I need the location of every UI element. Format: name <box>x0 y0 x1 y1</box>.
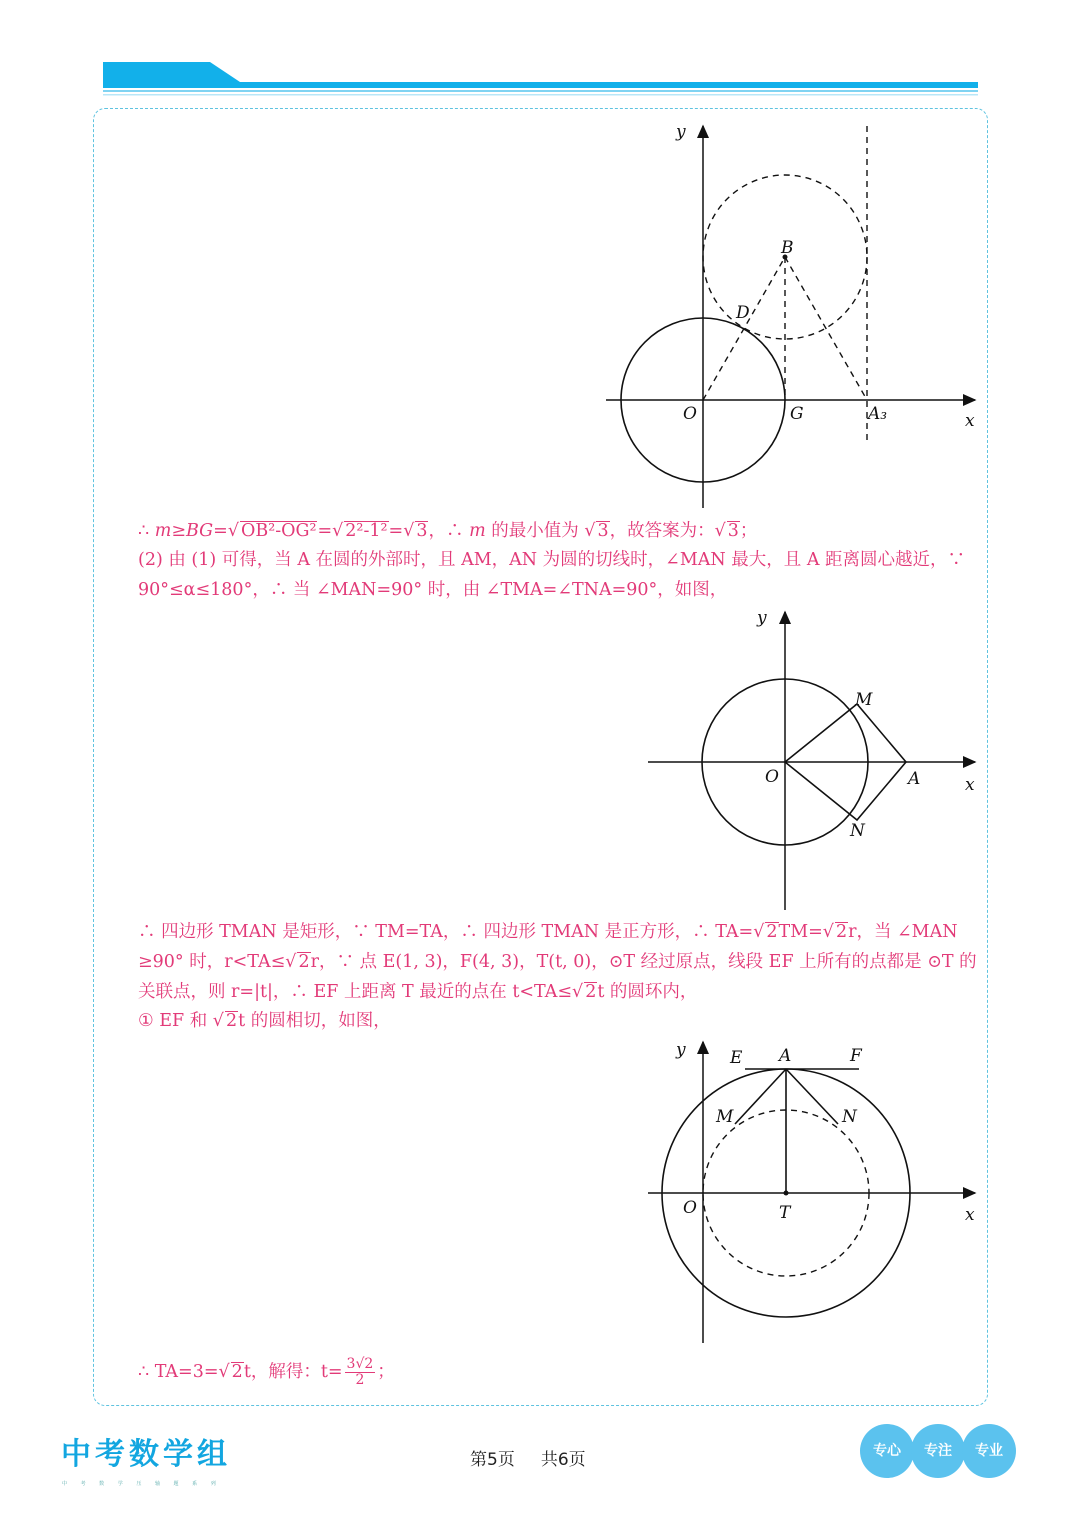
label-M: M <box>716 1107 734 1127</box>
label-N: N <box>850 821 865 841</box>
label-N: N <box>842 1107 857 1127</box>
label-x: x <box>965 411 975 431</box>
label-D: D <box>736 303 750 323</box>
figure-3 <box>640 1035 985 1355</box>
label-O: O <box>765 767 779 787</box>
label-F: F <box>850 1046 862 1066</box>
text-line-2: (2) 由 (1) 可得，当 A 在圆的外部时，且 AM，AN 为圆的切线时，∠MAN 最大，且 A 距离圆心越近，∵ <box>138 550 966 570</box>
text-line-7: ① EF 和 √ 2t 的圆相切，如图， <box>138 1011 391 1031</box>
total-pages: 共6页 <box>540 1450 586 1470</box>
label-y: y <box>676 122 686 142</box>
label-y: y <box>676 1040 686 1060</box>
logo-subtitle: 中 考 数 学 压 轴 题 系 列 <box>62 1481 222 1487</box>
label-A: A <box>779 1046 792 1066</box>
label-G: G <box>790 404 804 424</box>
label-T: T <box>779 1203 791 1223</box>
logo-char-2: 考 <box>95 1437 125 1472</box>
label-x: x <box>965 775 975 795</box>
text-line-1: ∴ m≥BG=√ OB²-OG²=√ 2²-1²=√ 3，∴ m 的最小值为 √ 3，故答案为：√ 3； <box>138 521 758 541</box>
point-T <box>784 1191 789 1196</box>
logo <box>60 1428 230 1492</box>
label-O: O <box>683 404 697 424</box>
figure-2 <box>640 605 985 915</box>
page-number <box>470 1445 630 1470</box>
segment-BA3 <box>785 257 867 400</box>
segment-OB <box>703 257 785 400</box>
badge-3: 专业 <box>962 1424 1016 1478</box>
text-line-3: 90°≤α≤180°，∴ 当 ∠MAN=90° 时，由 ∠TMA=∠TNA=90°，如图， <box>138 580 728 600</box>
label-E: E <box>730 1048 743 1068</box>
text-line-8: ∴ TA=3=√ 2t，解得：t= $\frac{3√2}{2}$ ； <box>138 1356 395 1388</box>
logo-char-4: 学 <box>163 1437 193 1472</box>
label-M: M <box>855 690 873 710</box>
fraction: $\frac{3√2}{2}$ <box>346 1356 374 1388</box>
text-line-4: ∴ 四边形 TMAN 是矩形，∵ TM=TA，∴ 四边形 TMAN 是正方形，∴ TA=√ 2TM=√ 2r，当 ∠MAN <box>138 922 958 942</box>
badge-1: 专心 <box>860 1424 914 1478</box>
label-y: y <box>757 608 767 628</box>
logo-char-1: 中 <box>61 1437 91 1472</box>
text-line-6: 关联点，则 r=|t|，∴ EF 上距离 T 最近的点在 t<TA≤√ 2t 的圆环内， <box>138 982 698 1002</box>
label-O: O <box>683 1198 697 1218</box>
logo-char-3: 数 <box>129 1437 159 1472</box>
logo-char-5: 组 <box>197 1437 227 1472</box>
figure-1 <box>600 118 990 518</box>
label-A: A <box>908 769 921 789</box>
label-B: B <box>781 238 794 258</box>
badge-2: 专注 <box>911 1424 965 1478</box>
header-bar <box>0 0 1080 110</box>
text-line-5: ≥90° 时，r<TA≤√ 2r，∵ 点 E(1, 3)，F(4, 3)，T(t, 0)，⊙T 经过原点，线段 EF 上所有的点都是 ⊙T 的 <box>138 952 977 972</box>
label-x: x <box>965 1205 975 1225</box>
current-page: 第5页 <box>470 1450 515 1470</box>
label-A3: A₃ <box>868 404 888 424</box>
